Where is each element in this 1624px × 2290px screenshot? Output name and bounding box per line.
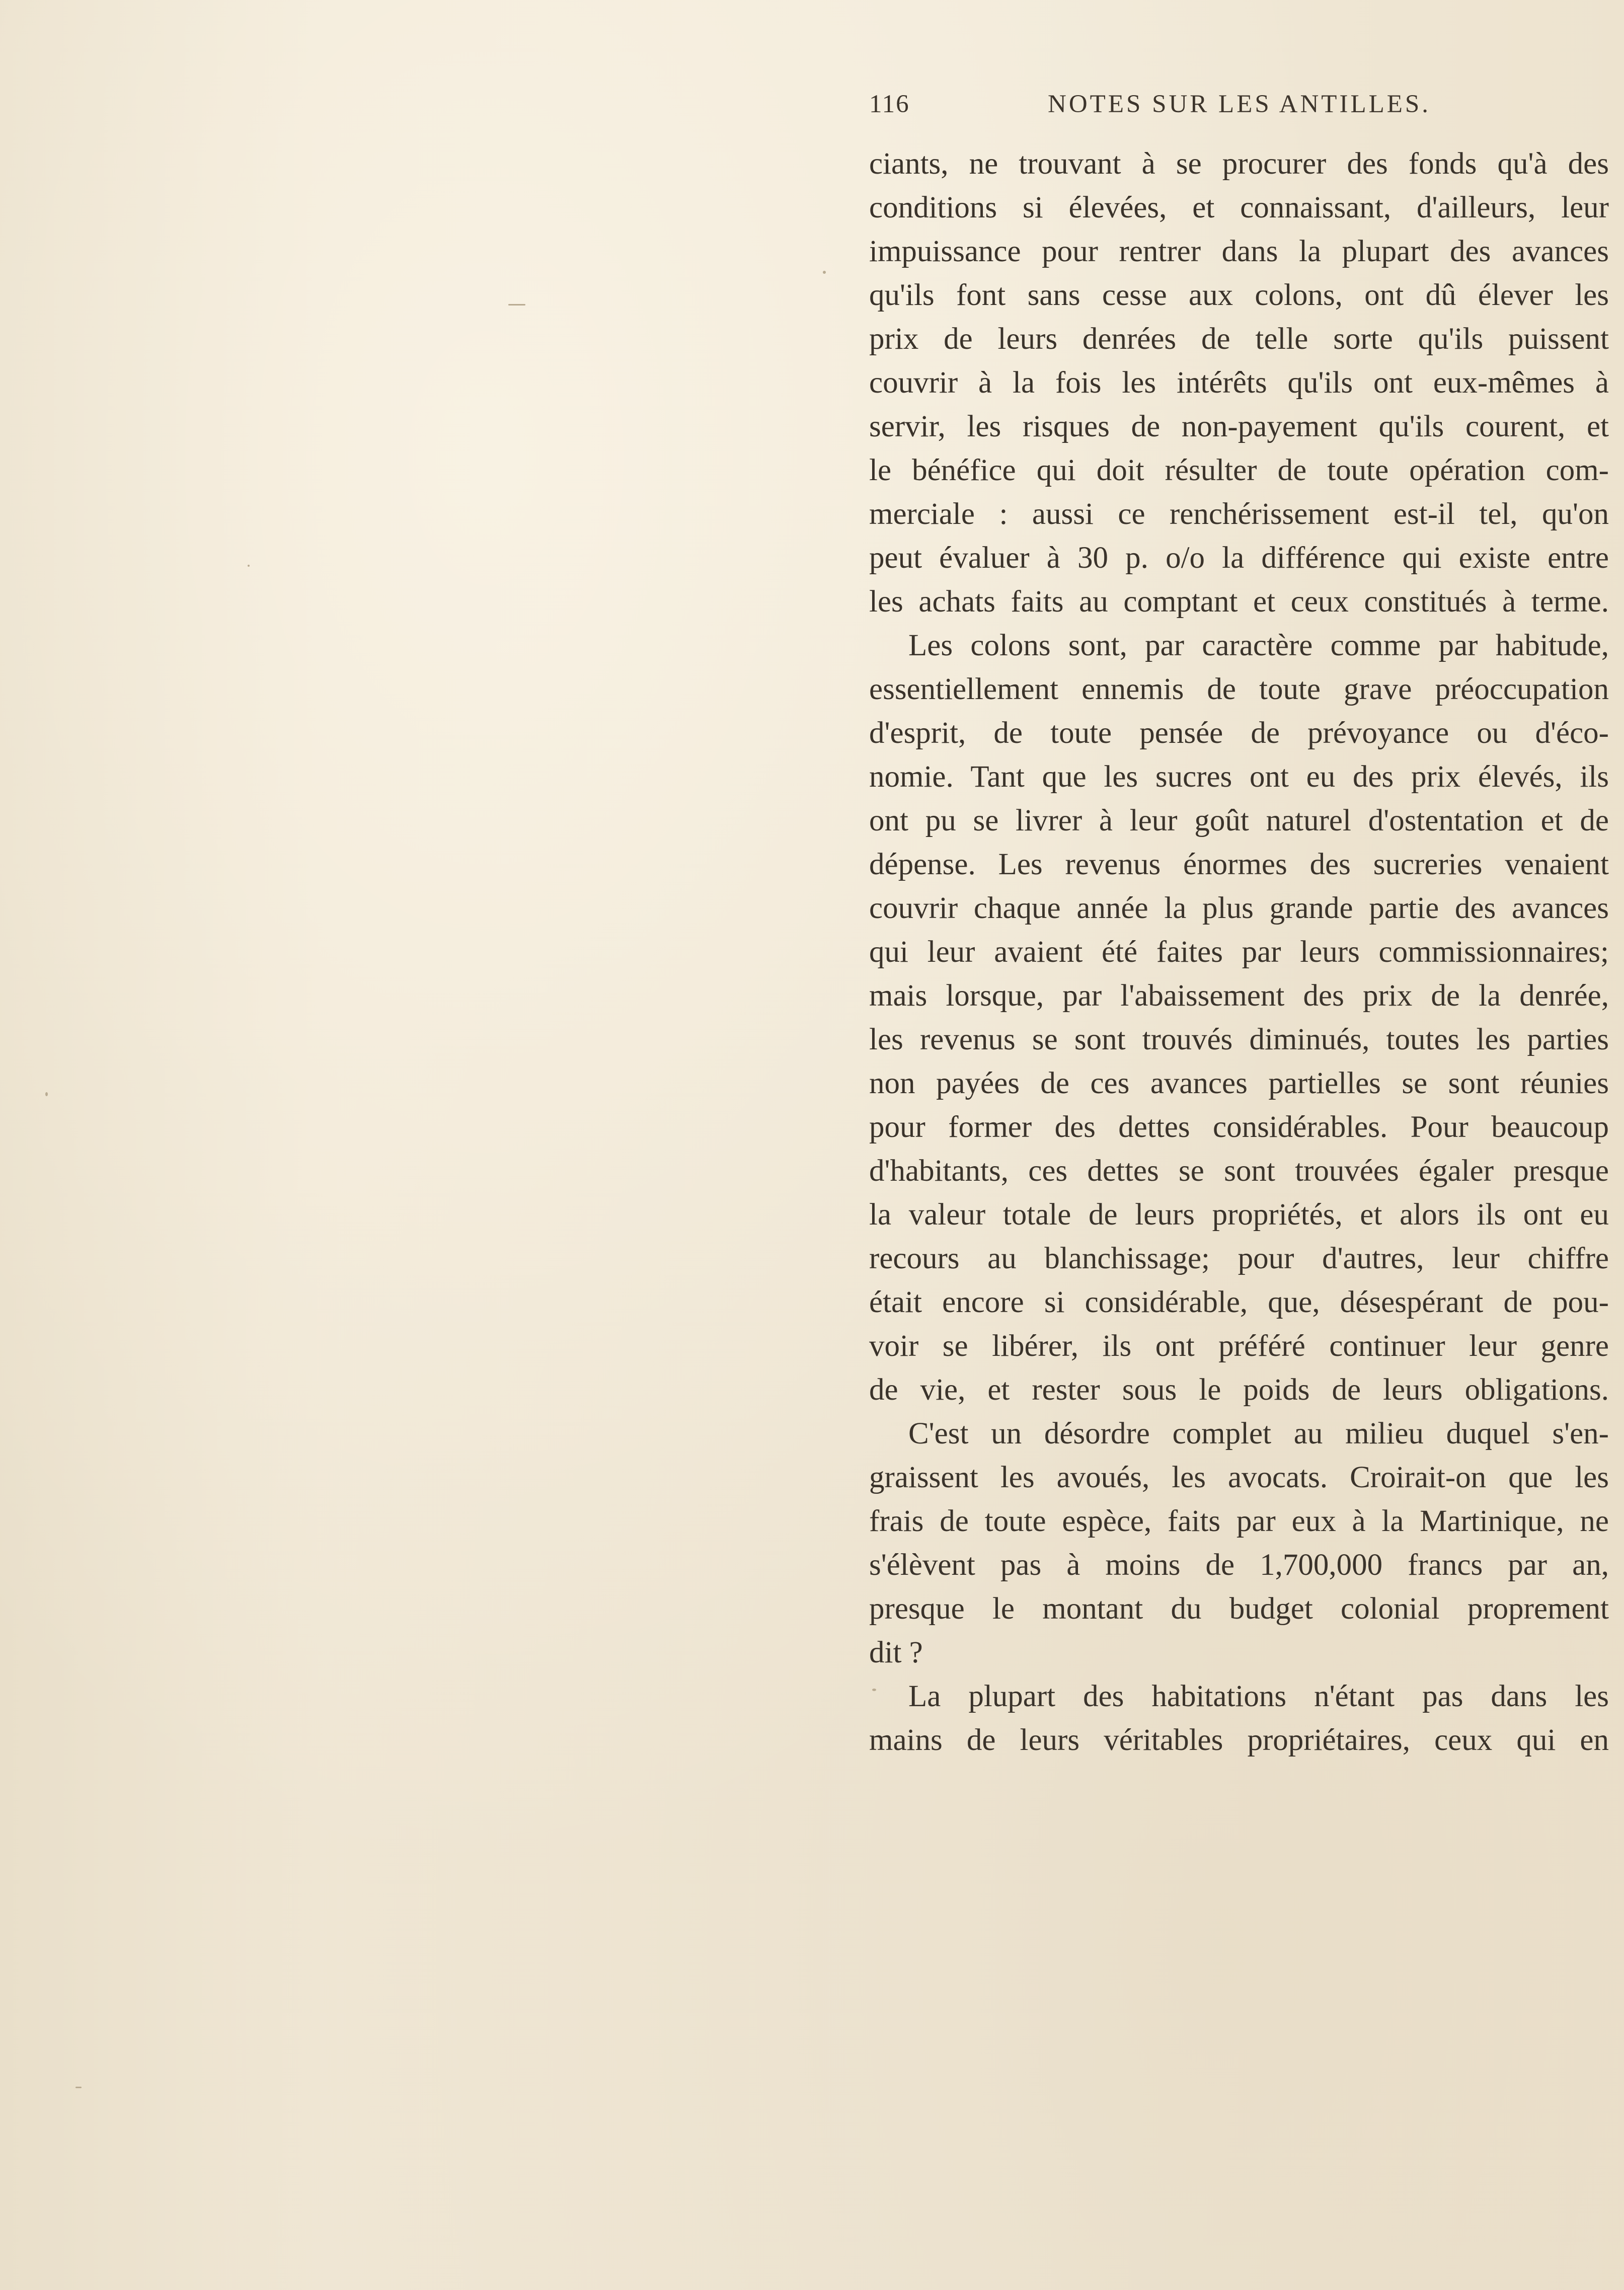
text-line: ont pu se livrer à leur goût naturel d'ostentation et de (869, 804, 1609, 837)
text-line: La plupart des habitations n'étant pas dans les (908, 1680, 1609, 1713)
text-line: qu'ils font sans cesse aux colons, ont dû élever les (869, 278, 1609, 312)
text-line: d'esprit, de toute pensée de prévoyance ou d'éco- (869, 716, 1609, 750)
text-line: essentiellement ennemis de toute grave préoccupation (869, 672, 1609, 706)
page-number: 116 (869, 90, 910, 118)
text-line: prix de leurs denrées de telle sorte qu'ils puissent (869, 322, 1609, 356)
text-line: servir, les risques de non-payement qu'ils courent, et (869, 410, 1609, 443)
text-line: s'élèvent pas à moins de 1,700,000 francs par an, (869, 1548, 1609, 1582)
text-line: graissent les avoués, les avocats. Croirait-on que les (869, 1461, 1609, 1494)
running-title: NOTES SUR LES ANTILLES. (1048, 90, 1431, 118)
text-line: qui leur avaient été faites par leurs commissionnaires; (869, 935, 1609, 969)
text-line: conditions si élevées, et connaissant, d'ailleurs, leur (869, 191, 1609, 224)
paragraph (869, 624, 1609, 1412)
text-line: dit ? (869, 1636, 923, 1669)
text-line: dépense. Les revenus énormes des sucreries venaient (869, 848, 1609, 881)
text-line: C'est un désordre complet au milieu duquel s'en- (908, 1417, 1609, 1451)
text-line: non payées de ces avances partielles se sont réunies (869, 1066, 1609, 1100)
text-line: couvrir chaque année la plus grande partie des avances (869, 891, 1609, 925)
text-line: le bénéfice qui doit résulter de toute opération com- (869, 453, 1609, 487)
text-line: nomie. Tant que les sucres ont eu des prix élevés, ils (869, 760, 1609, 794)
running-head (869, 90, 1468, 125)
text-line: couvrir à la fois les intérêts qu'ils ont eux-mêmes à (869, 366, 1609, 400)
paragraph (869, 1674, 1609, 1762)
text-line: mains de leurs véritables propriétaires, ceux qui en (869, 1723, 1609, 1757)
paper-speck (248, 565, 250, 567)
paragraph (869, 1412, 1609, 1674)
text-line: d'habitants, ces dettes se sont trouvées égaler presque (869, 1154, 1609, 1188)
text-line: était encore si considérable, que, désespérant de pou- (869, 1285, 1609, 1319)
body-text (869, 142, 1609, 1762)
text-line: pour former des dettes considérables. Pour beaucoup (869, 1110, 1609, 1144)
text-line: les revenus se sont trouvés diminués, toutes les parties (869, 1023, 1609, 1056)
text-line: impuissance pour rentrer dans la plupart des avances (869, 235, 1609, 268)
text-line: Les colons sont, par caractère comme par habitude, (908, 629, 1609, 662)
text-line: merciale : aussi ce renchérissement est-il tel, qu'on (869, 497, 1609, 531)
text-line: les achats faits au comptant et ceux constitués à terme. (869, 585, 1609, 619)
text-line: ciants, ne trouvant à se procurer des fonds qu'à des (869, 147, 1609, 181)
text-line: de vie, et rester sous le poids de leurs obligations. (869, 1373, 1609, 1407)
text-line: voir se libérer, ils ont préféré continuer leur genre (869, 1329, 1609, 1363)
text-line: recours au blanchissage; pour d'autres, leur chiffre (869, 1242, 1609, 1275)
text-line: mais lorsque, par l'abaissement des prix de la denrée, (869, 979, 1609, 1013)
text-line: la valeur totale de leurs propriétés, et alors ils ont eu (869, 1198, 1609, 1232)
text-line: presque le montant du budget colonial proprement (869, 1592, 1609, 1626)
paper-speck (45, 1092, 48, 1096)
text-line: peut évaluer à 30 p. o/o la différence qui existe entre (869, 541, 1609, 575)
paragraph (869, 142, 1609, 624)
paper-speck (75, 2087, 82, 2088)
text-line: frais de toute espèce, faits par eux à la Martinique, ne (869, 1504, 1609, 1538)
paper-speck (823, 271, 826, 274)
paper-speck (508, 304, 525, 306)
